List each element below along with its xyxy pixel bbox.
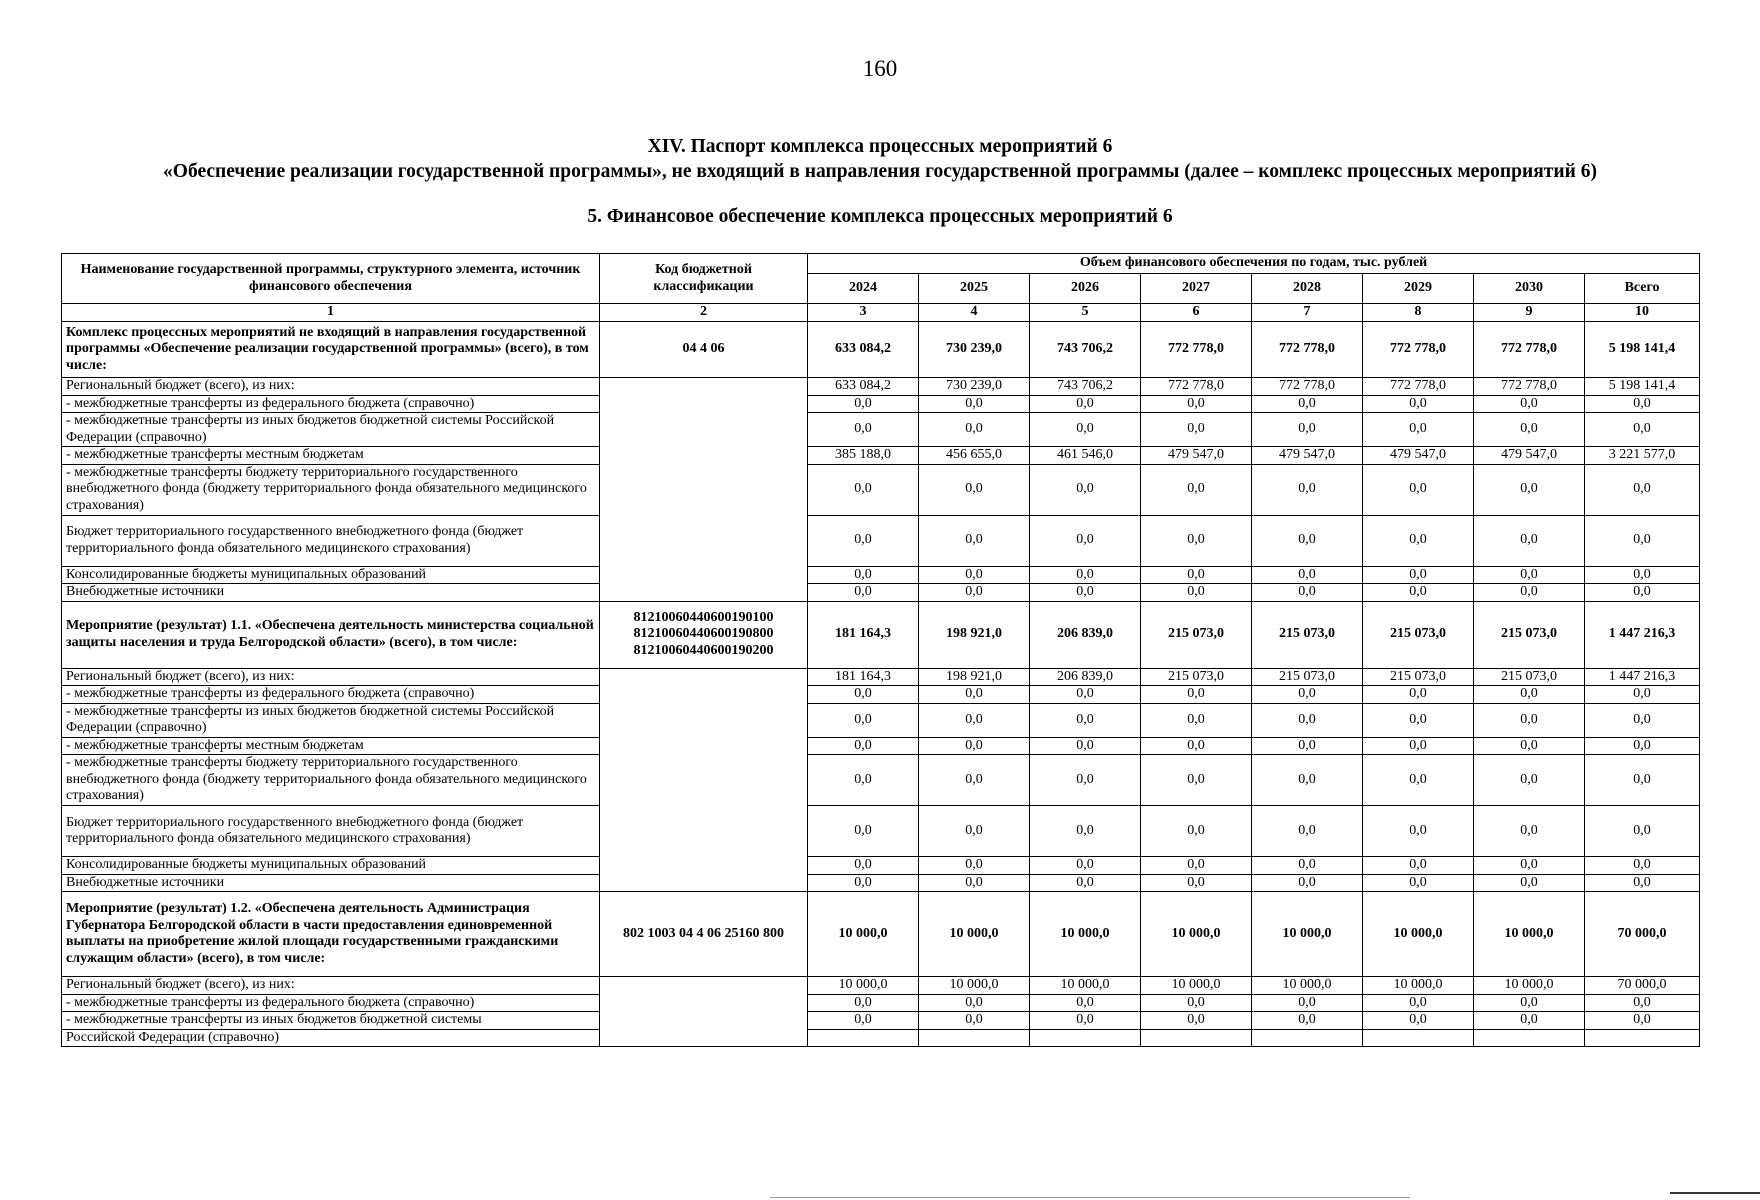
amount-cell: 0,0 — [919, 515, 1030, 566]
amount-cell: 0,0 — [1363, 464, 1474, 515]
amount-cell: 0,0 — [1585, 874, 1700, 892]
source-name: Консолидированные бюджеты муниципальных образований — [62, 857, 600, 875]
source-row — [62, 464, 1700, 515]
amount-cell: 0,0 — [1474, 857, 1585, 875]
amount-cell: 0,0 — [1585, 566, 1700, 584]
amount-cell: 0,0 — [1141, 806, 1252, 857]
amount-cell: 0,0 — [808, 994, 919, 1012]
amount-cell: 0,0 — [808, 566, 919, 584]
amount-cell: 0,0 — [1363, 737, 1474, 755]
column-number: 5 — [1030, 304, 1141, 322]
amount-cell: 0,0 — [1030, 515, 1141, 566]
amount-cell — [1252, 1029, 1363, 1047]
amount-cell: 0,0 — [1030, 1012, 1141, 1030]
source-row — [62, 686, 1700, 704]
amount-cell: 0,0 — [1252, 566, 1363, 584]
amount-cell: 181 164,3 — [808, 668, 919, 686]
source-row — [62, 584, 1700, 602]
amount-cell: 10 000,0 — [1030, 977, 1141, 995]
amount-cell: 772 778,0 — [1363, 378, 1474, 396]
amount-cell: 0,0 — [1474, 874, 1585, 892]
section-name: Комплекс процессных мероприятий не входящий в направления государственной программы «Обеспечение реализации государственной программы» (всего), в том числе: — [62, 322, 600, 378]
amount-cell: 0,0 — [808, 515, 919, 566]
amount-cell: 70 000,0 — [1585, 892, 1700, 977]
amount-cell: 730 239,0 — [919, 378, 1030, 396]
section-total-row — [62, 892, 1700, 977]
amount-cell: 181 164,3 — [808, 601, 919, 668]
amount-cell: 0,0 — [1252, 806, 1363, 857]
amount-cell: 10 000,0 — [1141, 977, 1252, 995]
amount-cell: 772 778,0 — [1141, 322, 1252, 378]
source-row — [62, 378, 1700, 396]
source-row — [62, 515, 1700, 566]
empty-code-cell — [600, 668, 808, 892]
amount-cell: 0,0 — [808, 857, 919, 875]
amount-cell: 1 447 216,3 — [1585, 668, 1700, 686]
source-row — [62, 994, 1700, 1012]
header-code-column: Код бюджетной классификации — [600, 254, 808, 304]
source-name: Региональный бюджет (всего), из них: — [62, 977, 600, 995]
source-row — [62, 755, 1700, 806]
amount-cell: 0,0 — [919, 413, 1030, 447]
page-number: 160 — [862, 56, 898, 81]
amount-cell: 10 000,0 — [919, 892, 1030, 977]
amount-cell: 0,0 — [919, 584, 1030, 602]
amount-cell: 0,0 — [1252, 464, 1363, 515]
amount-cell: 198 921,0 — [919, 601, 1030, 668]
amount-cell: 0,0 — [1474, 413, 1585, 447]
amount-cell: 1 447 216,3 — [1585, 601, 1700, 668]
empty-code-cell — [600, 378, 808, 602]
amount-cell: 0,0 — [1141, 994, 1252, 1012]
amount-cell: 0,0 — [1474, 686, 1585, 704]
amount-cell: 772 778,0 — [1363, 322, 1474, 378]
heading-line-2: «Обеспечение реализации государственной программы», не входящий в направления государственной программы (далее – комплекс процессных мероприятий 6) — [163, 161, 1597, 182]
amount-cell: 10 000,0 — [808, 892, 919, 977]
amount-cell: 0,0 — [1474, 395, 1585, 413]
amount-cell: 0,0 — [1585, 737, 1700, 755]
source-name: - межбюджетные трансферты бюджету территориального государственного внебюджетного фонда (бюджету территориального фонда обязательного медицинского страхования) — [62, 464, 600, 515]
scan-artifact — [770, 1197, 1410, 1198]
amount-cell: 772 778,0 — [1141, 378, 1252, 396]
amount-cell: 215 073,0 — [1474, 668, 1585, 686]
header-year: 2024 — [808, 274, 919, 304]
column-number: 6 — [1141, 304, 1252, 322]
column-number: 7 — [1252, 304, 1363, 322]
source-name: Консолидированные бюджеты муниципальных образований — [62, 566, 600, 584]
amount-cell: 772 778,0 — [1474, 378, 1585, 396]
amount-cell: 0,0 — [1141, 584, 1252, 602]
amount-cell: 10 000,0 — [1363, 977, 1474, 995]
amount-cell: 215 073,0 — [1363, 601, 1474, 668]
section-title: 5. Финансовое обеспечение комплекса процессных мероприятий 6 — [587, 206, 1173, 227]
amount-cell: 0,0 — [919, 566, 1030, 584]
source-name: Российской Федерации (справочно) — [62, 1029, 600, 1047]
amount-cell: 0,0 — [1585, 584, 1700, 602]
amount-cell — [1030, 1029, 1141, 1047]
source-name: Региональный бюджет (всего), из них: — [62, 668, 600, 686]
amount-cell: 0,0 — [1585, 395, 1700, 413]
amount-cell: 10 000,0 — [1474, 977, 1585, 995]
amount-cell: 10 000,0 — [1141, 892, 1252, 977]
amount-cell: 0,0 — [1252, 857, 1363, 875]
amount-cell: 0,0 — [1030, 874, 1141, 892]
amount-cell: 215 073,0 — [1363, 668, 1474, 686]
column-number: 1 — [62, 304, 600, 322]
amount-cell — [1474, 1029, 1585, 1047]
amount-cell: 0,0 — [1252, 515, 1363, 566]
amount-cell: 0,0 — [1474, 703, 1585, 737]
amount-cell: 0,0 — [919, 395, 1030, 413]
amount-cell — [919, 1029, 1030, 1047]
amount-cell: 0,0 — [1474, 806, 1585, 857]
amount-cell: 772 778,0 — [1252, 322, 1363, 378]
amount-cell: 0,0 — [1363, 874, 1474, 892]
amount-cell: 0,0 — [1252, 755, 1363, 806]
amount-cell: 479 547,0 — [1363, 447, 1474, 465]
amount-cell: 0,0 — [1363, 994, 1474, 1012]
amount-cell: 0,0 — [1141, 874, 1252, 892]
amount-cell: 10 000,0 — [1363, 892, 1474, 977]
amount-cell: 206 839,0 — [1030, 601, 1141, 668]
budget-code: 802 1003 04 4 06 25160 800 — [600, 892, 808, 977]
amount-cell: 0,0 — [1363, 686, 1474, 704]
amount-cell: 479 547,0 — [1141, 447, 1252, 465]
amount-cell: 10 000,0 — [1030, 892, 1141, 977]
column-number: 2 — [600, 304, 808, 322]
header-year: 2027 — [1141, 274, 1252, 304]
source-row — [62, 977, 1700, 995]
column-number: 4 — [919, 304, 1030, 322]
amount-cell: 0,0 — [1030, 994, 1141, 1012]
amount-cell: 0,0 — [1585, 686, 1700, 704]
amount-cell: 0,0 — [1141, 1012, 1252, 1030]
amount-cell: 0,0 — [1363, 1012, 1474, 1030]
source-row — [62, 874, 1700, 892]
source-name: - межбюджетные трансферты из федерального бюджета (справочно) — [62, 994, 600, 1012]
amount-cell: 0,0 — [1030, 857, 1141, 875]
amount-cell: 198 921,0 — [919, 668, 1030, 686]
amount-cell: 0,0 — [1252, 413, 1363, 447]
section-total-row — [62, 322, 1700, 378]
amount-cell: 0,0 — [808, 395, 919, 413]
amount-cell: 0,0 — [808, 584, 919, 602]
source-row — [62, 566, 1700, 584]
amount-cell: 0,0 — [919, 686, 1030, 704]
column-number: 10 — [1585, 304, 1700, 322]
source-name: - межбюджетные трансферты бюджету территориального государственного внебюджетного фонда (бюджету территориального фонда обязательного медицинского страхования) — [62, 755, 600, 806]
amount-cell: 0,0 — [919, 874, 1030, 892]
source-name: - межбюджетные трансферты из федерального бюджета (справочно) — [62, 395, 600, 413]
amount-cell: 0,0 — [919, 806, 1030, 857]
source-name: Бюджет территориального государственного внебюджетного фонда (бюджет территориального фонда обязательного медицинского страхования) — [62, 806, 600, 857]
amount-cell: 10 000,0 — [1252, 892, 1363, 977]
source-name: Внебюджетные источники — [62, 874, 600, 892]
amount-cell: 479 547,0 — [1474, 447, 1585, 465]
amount-cell: 0,0 — [808, 1012, 919, 1030]
amount-cell: 0,0 — [1585, 464, 1700, 515]
amount-cell: 10 000,0 — [1252, 977, 1363, 995]
amount-cell: 0,0 — [808, 703, 919, 737]
scan-artifact — [1670, 1192, 1760, 1194]
source-row — [62, 413, 1700, 447]
source-row — [62, 806, 1700, 857]
amount-cell: 215 073,0 — [1474, 601, 1585, 668]
amount-cell: 0,0 — [919, 857, 1030, 875]
amount-cell — [1141, 1029, 1252, 1047]
source-name: - межбюджетные трансферты из иных бюджетов бюджетной системы — [62, 1012, 600, 1030]
amount-cell: 0,0 — [1141, 737, 1252, 755]
amount-cell: 0,0 — [1030, 413, 1141, 447]
amount-cell: 0,0 — [1141, 755, 1252, 806]
amount-cell: 0,0 — [1030, 806, 1141, 857]
amount-cell: 0,0 — [1585, 1012, 1700, 1030]
amount-cell: 0,0 — [1030, 703, 1141, 737]
source-row — [62, 668, 1700, 686]
amount-cell: 0,0 — [1363, 857, 1474, 875]
amount-cell: 5 198 141,4 — [1585, 378, 1700, 396]
source-row — [62, 1012, 1700, 1030]
source-name: - межбюджетные трансферты из иных бюджетов бюджетной системы Российской Федерации (справочно) — [62, 703, 600, 737]
amount-cell: 215 073,0 — [1141, 668, 1252, 686]
amount-cell: 0,0 — [1363, 413, 1474, 447]
amount-cell: 633 084,2 — [808, 378, 919, 396]
amount-cell: 0,0 — [1252, 395, 1363, 413]
amount-cell: 0,0 — [1363, 703, 1474, 737]
amount-cell: 743 706,2 — [1030, 322, 1141, 378]
amount-cell: 70 000,0 — [1585, 977, 1700, 995]
amount-cell — [808, 1029, 919, 1047]
header-name-column: Наименование государственной программы, структурного элемента, источник финансового обеспечения — [62, 254, 600, 304]
amount-cell: 0,0 — [1363, 395, 1474, 413]
amount-cell: 0,0 — [1030, 566, 1141, 584]
amount-cell: 0,0 — [1585, 703, 1700, 737]
source-row — [62, 857, 1700, 875]
amount-cell: 0,0 — [1030, 395, 1141, 413]
header-year: 2030 — [1474, 274, 1585, 304]
amount-cell: 0,0 — [1474, 515, 1585, 566]
amount-cell: 0,0 — [1252, 874, 1363, 892]
amount-cell: 479 547,0 — [1252, 447, 1363, 465]
amount-cell: 0,0 — [1252, 686, 1363, 704]
amount-cell: 0,0 — [1252, 703, 1363, 737]
amount-cell: 0,0 — [919, 755, 1030, 806]
amount-cell: 0,0 — [1141, 464, 1252, 515]
heading-line-1: XIV. Паспорт комплекса процессных мероприятий 6 — [647, 136, 1113, 157]
amount-cell: 0,0 — [1363, 806, 1474, 857]
amount-cell: 0,0 — [1141, 395, 1252, 413]
section-name: Мероприятие (результат) 1.2. «Обеспечена деятельность Администрация Губернатора Белгородской области в части предоставления единовременной выплаты на приобретение жилой площади государственными гражданскими служащим области» (всего), в том числе: — [62, 892, 600, 977]
amount-cell: 0,0 — [1030, 464, 1141, 515]
amount-cell: 0,0 — [1585, 857, 1700, 875]
section-total-row — [62, 601, 1700, 668]
amount-cell: 0,0 — [1141, 566, 1252, 584]
amount-cell: 0,0 — [1252, 737, 1363, 755]
amount-cell: 0,0 — [1030, 755, 1141, 806]
source-row — [62, 703, 1700, 737]
amount-cell: 206 839,0 — [1030, 668, 1141, 686]
amount-cell: 3 221 577,0 — [1585, 447, 1700, 465]
amount-cell: 0,0 — [1585, 413, 1700, 447]
financing-table — [61, 253, 1700, 1047]
amount-cell: 0,0 — [1363, 584, 1474, 602]
amount-cell: 0,0 — [808, 755, 919, 806]
source-row — [62, 1029, 1700, 1047]
source-row — [62, 737, 1700, 755]
amount-cell: 0,0 — [808, 737, 919, 755]
amount-cell: 633 084,2 — [808, 322, 919, 378]
source-name: Бюджет территориального государственного внебюджетного фонда (бюджет территориального фонда обязательного медицинского страхования) — [62, 515, 600, 566]
amount-cell: 0,0 — [1141, 515, 1252, 566]
amount-cell: 772 778,0 — [1474, 322, 1585, 378]
amount-cell — [1585, 1029, 1700, 1047]
header-year: Всего — [1585, 274, 1700, 304]
amount-cell: 0,0 — [808, 464, 919, 515]
amount-cell: 0,0 — [1474, 994, 1585, 1012]
amount-cell: 0,0 — [1141, 857, 1252, 875]
empty-code-cell — [600, 977, 808, 1047]
source-name: Региональный бюджет (всего), из них: — [62, 378, 600, 396]
amount-cell: 0,0 — [1141, 703, 1252, 737]
amount-cell: 0,0 — [1363, 755, 1474, 806]
amount-cell: 0,0 — [808, 686, 919, 704]
amount-cell: 0,0 — [1585, 755, 1700, 806]
amount-cell: 0,0 — [1585, 994, 1700, 1012]
source-name: - межбюджетные трансферты из федерального бюджета (справочно) — [62, 686, 600, 704]
amount-cell: 215 073,0 — [1252, 668, 1363, 686]
budget-code: 04 4 06 — [600, 322, 808, 378]
amount-cell: 0,0 — [1474, 464, 1585, 515]
amount-cell: 385 188,0 — [808, 447, 919, 465]
amount-cell: 0,0 — [1474, 566, 1585, 584]
amount-cell: 0,0 — [1474, 737, 1585, 755]
amount-cell: 0,0 — [1474, 755, 1585, 806]
amount-cell: 772 778,0 — [1252, 378, 1363, 396]
amount-cell: 0,0 — [808, 413, 919, 447]
amount-cell: 0,0 — [1585, 806, 1700, 857]
amount-cell: 461 546,0 — [1030, 447, 1141, 465]
header-year: 2029 — [1363, 274, 1474, 304]
header-year: 2025 — [919, 274, 1030, 304]
amount-cell: 0,0 — [919, 464, 1030, 515]
document-heading — [0, 134, 1760, 184]
column-number: 9 — [1474, 304, 1585, 322]
amount-cell: 215 073,0 — [1141, 601, 1252, 668]
column-number: 8 — [1363, 304, 1474, 322]
amount-cell: 0,0 — [808, 874, 919, 892]
amount-cell: 0,0 — [1141, 686, 1252, 704]
source-name: - межбюджетные трансферты местным бюджетам — [62, 737, 600, 755]
source-row — [62, 447, 1700, 465]
amount-cell: 10 000,0 — [1474, 892, 1585, 977]
amount-cell: 0,0 — [1252, 584, 1363, 602]
section-name: Мероприятие (результат) 1.1. «Обеспечена деятельность министерства социальной защиты населения и труда Белгородской области» (всего), в том числе: — [62, 601, 600, 668]
amount-cell: 215 073,0 — [1252, 601, 1363, 668]
amount-cell: 0,0 — [1363, 566, 1474, 584]
amount-cell: 10 000,0 — [919, 977, 1030, 995]
budget-code: 81210060440600190100 81210060440600190800 81210060440600190200 — [600, 601, 808, 668]
amount-cell: 456 655,0 — [919, 447, 1030, 465]
source-name: - межбюджетные трансферты местным бюджетам — [62, 447, 600, 465]
header-year: 2028 — [1252, 274, 1363, 304]
source-name: - межбюджетные трансферты из иных бюджетов бюджетной системы Российской Федерации (справочно) — [62, 413, 600, 447]
source-name: Внебюджетные источники — [62, 584, 600, 602]
amount-cell: 0,0 — [1141, 413, 1252, 447]
amount-cell: 0,0 — [1474, 584, 1585, 602]
amount-cell: 730 239,0 — [919, 322, 1030, 378]
amount-cell: 0,0 — [1030, 686, 1141, 704]
amount-cell: 0,0 — [919, 737, 1030, 755]
source-row — [62, 395, 1700, 413]
amount-cell: 10 000,0 — [808, 977, 919, 995]
amount-cell: 0,0 — [919, 1012, 1030, 1030]
amount-cell — [1363, 1029, 1474, 1047]
amount-cell: 0,0 — [1252, 1012, 1363, 1030]
column-number: 3 — [808, 304, 919, 322]
header-year: 2026 — [1030, 274, 1141, 304]
amount-cell: 0,0 — [1363, 515, 1474, 566]
amount-cell: 0,0 — [1030, 737, 1141, 755]
amount-cell: 0,0 — [919, 994, 1030, 1012]
amount-cell: 0,0 — [1252, 994, 1363, 1012]
amount-cell: 0,0 — [919, 703, 1030, 737]
amount-cell: 743 706,2 — [1030, 378, 1141, 396]
amount-cell: 0,0 — [808, 806, 919, 857]
amount-cell: 0,0 — [1474, 1012, 1585, 1030]
amount-cell: 5 198 141,4 — [1585, 322, 1700, 378]
amount-cell: 0,0 — [1585, 515, 1700, 566]
header-volume-group: Объем финансового обеспечения по годам, тыс. рублей — [808, 254, 1700, 274]
amount-cell: 0,0 — [1030, 584, 1141, 602]
